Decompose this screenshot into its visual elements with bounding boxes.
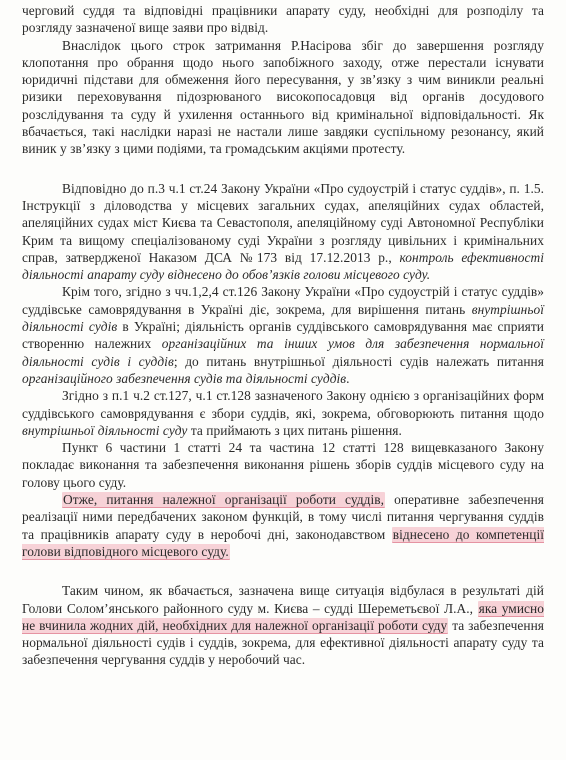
paragraph-law-article-24 xyxy=(22,180,544,284)
paragraph-law-article-126 xyxy=(22,283,544,387)
highlight-competence: віднесено до компетенції голови відповідного місцевого суду. xyxy=(22,526,545,559)
p7-text-a: Таким чином, як вбачається, зазначена вище ситуація відбулася в результаті дій Голови Солом’янського районного суду м. Києва – судді Шереметьєвої Л.А., xyxy=(22,583,544,616)
p7-text-b: та забезпечення нормальної діяльності судів і суддів, зокрема, для ефективної діяльності апарату суду та забезпечення чергування суддів у неробочий час. xyxy=(22,617,544,668)
p2-emphasis: контроль ефективності діяльності апарату суду віднесено до обов’язків голови місцевого суду. xyxy=(22,249,544,283)
highlight-organization: Отже, питання належної організації роботи суддів, xyxy=(63,492,384,508)
p4-emphasis: внутрішньої діяльності суду xyxy=(22,422,188,438)
p4-text-b: та приймають з цих питань рішення. xyxy=(187,422,402,438)
p2-text: Відповідно до п.3 ч.1 ст.24 Закону України «Про судоустрій і статус суддів», п. 1.5. Інструкції з діловодства у місцевих загальних судах, апеляційних судах областей, апеляційних судах міст Києва та Севастополя, апеляційному суді Автономної Республіки Крим та вищому спеціалізованому суді України з розгляду цивільних і кримінальних справ, затвердженої Наказом ДСА №173 від 17.12.2013 р., xyxy=(22,180,544,265)
paragraph-continuation: черговий суддя та відповідні працівники апарату суду, необхідні для розподілу та розгляду зазначеної вище заяви про відвід. xyxy=(22,3,544,36)
p3-text-b: в Україні; діяльність органів суддівського самоврядування має сприяти створенню належних xyxy=(22,319,544,352)
p3-emphasis-3: організаційного забезпечення судів та діяльності суддів xyxy=(22,370,347,386)
p3-text-d: . xyxy=(346,370,350,386)
p3-emphasis-2: організаційних та інших умов для забезпечення нормальної діяльності судів і суддів xyxy=(22,336,544,369)
p3-emphasis-1: внутрішньої діяльності судів xyxy=(22,301,544,335)
p3-text-a: Крім того, згідно з чч.1,2,4 ст.126 Закону України «Про судоустрій і статус суддів» суддівське самоврядування в Україні діє, зокрема, для вирішення питань xyxy=(22,284,544,317)
p6-text: оперативне забезпечення реалізації ними передбачених законом функцій, в тому числі питання чергування суддів та працівників апарату суду в неробочі дні, законодавством xyxy=(22,492,544,542)
paragraph-detention-expiry: Внаслідок цього строк затримання Р.Насірова збіг до завершення розгляду клопотання про обрання щодо нього запобіжного заходу, отже перестали існувати юридичні підстави для обмеження його пересування, у зв’язку з чим виникли реальні ризики переховування підозрюваного високопосадовця від органів досудового розслідування та суду й ухилення останнього від кримінальної відповідальності. Як вбачається, такі наслідки наразі не настали лише завдяки суспільному резонансу, який виник у зв’язку з цими подіями, та громадським акціями протесту. xyxy=(22,37,544,157)
p4-text-a: Згідно з п.1 ч.2 ст.127, ч.1 ст.128 зазначеного Закону однією з організаційних форм суддівського самоврядування є збори суддів, які, зокрема, обговорюють питання щодо xyxy=(22,388,544,421)
highlight-inaction: яка умисно не вчинила жодних дій, необхідних для належної організації роботи суду xyxy=(22,600,544,633)
paragraph-conclusion xyxy=(22,491,544,560)
p3-text-c: ; до питань внутрішньої діяльності судів належать питання xyxy=(173,353,544,369)
paragraph-law-article-127 xyxy=(22,387,544,439)
paragraph-law-article-128: Пункт 6 частини 1 статті 24 та частина 12 статті 128 вищевказаного Закону покладає виконання та забезпечення виконання рішень зборів суддів місцевого суду на голову цього суду. xyxy=(22,440,544,490)
paragraph-summary xyxy=(22,582,544,668)
